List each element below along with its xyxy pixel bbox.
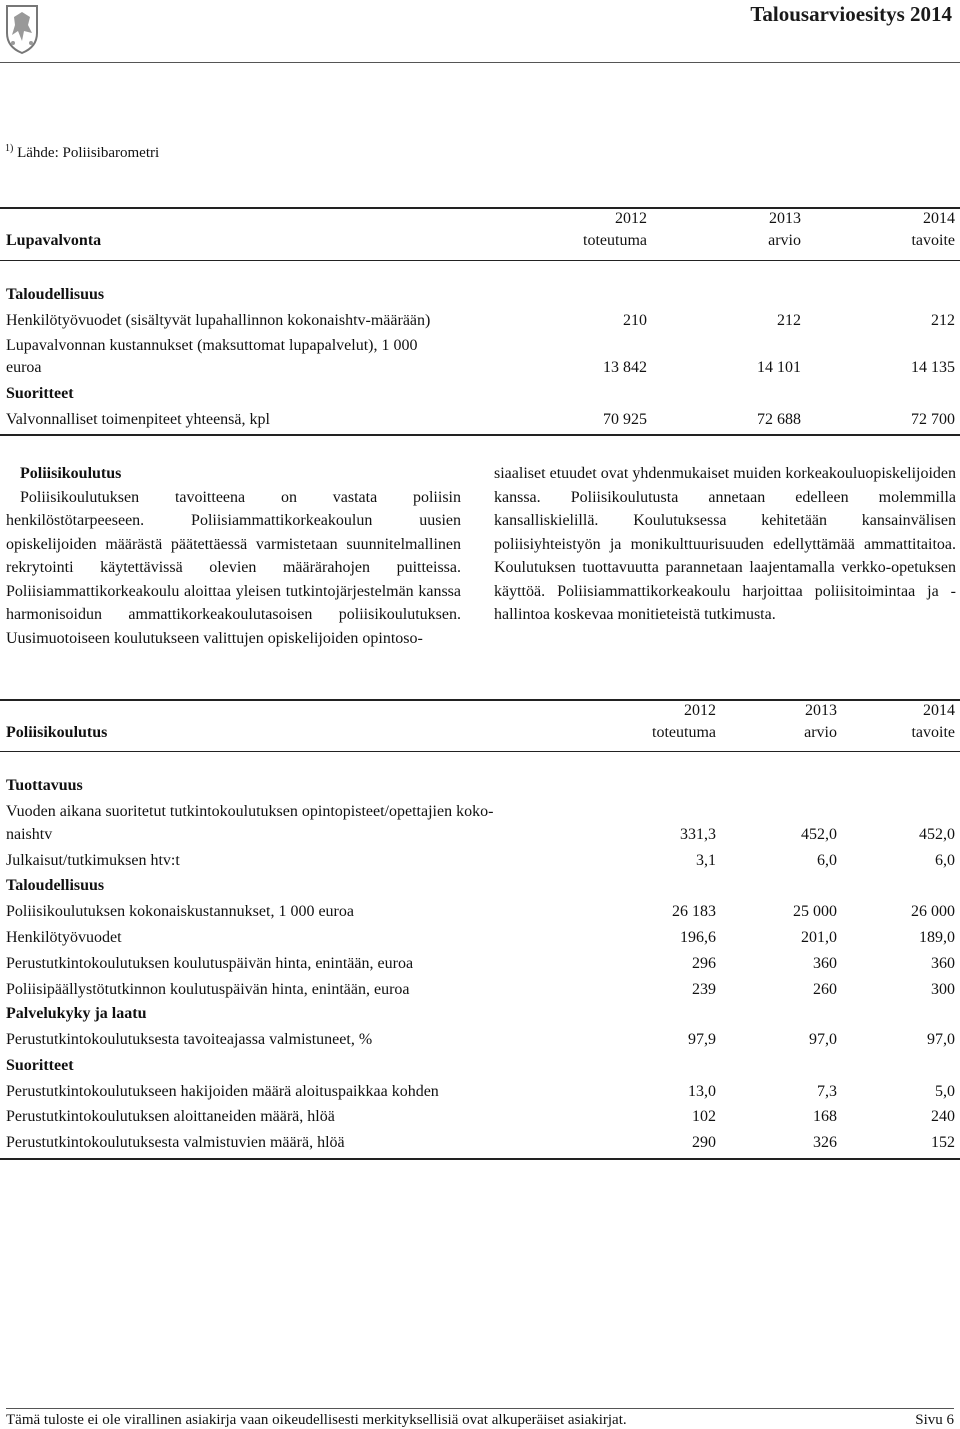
document-title: Talousarvioesitys 2014 (750, 2, 952, 26)
page-footer (6, 1408, 954, 1429)
footnote-marker: 1) (5, 143, 14, 154)
table-row: Perustutkintokoulutuksesta valmistuvien määrä, hlöä 290 326 152 (6, 1134, 955, 1151)
year-2014: 2014 (923, 210, 955, 227)
section-title: Poliisikoulutus (20, 465, 122, 482)
table-row: Poliisikoulutuksen kokonaiskustannukset, 1 000 euroa 26 183 25 000 26 000 (6, 903, 955, 920)
subhead-tavoite: tavoite (911, 724, 955, 741)
table-header-rule (0, 260, 960, 261)
disclaimer-text: Tämä tuloste ei ole virallinen asiakirja vaan oikeudellisesti merkityksellisiä ovat alkuperäiset asiakirjat. (6, 1412, 627, 1428)
table-row: Perustutkintokoulutuksen koulutuspäivän hinta, enintään, euroa 296 360 360 (6, 955, 955, 972)
table-row: Henkilötyövuodet (sisältyvät lupahallinnon kokonaishtv-määrään) 210 212 212 (6, 312, 955, 329)
table-row: Perustutkintokoulutuksesta tavoiteajassa valmistuneet, % 97,9 97,0 97,0 (6, 1031, 955, 1048)
subhead-toteutuma: toteutuma (652, 724, 716, 741)
section-heading: Taloudellisuus (6, 286, 105, 303)
table-row: Perustutkintokoulutuksen aloittaneiden määrä, hlöä 102 168 240 (6, 1108, 955, 1125)
section-heading: Suoritteet (6, 385, 74, 402)
text-column-right (494, 462, 956, 627)
section-heading: Tuottavuus (6, 777, 83, 794)
table-top-rule (0, 207, 960, 209)
footnote (5, 143, 159, 162)
table2-bottom-rule (0, 1158, 960, 1160)
year-2013: 2013 (805, 702, 837, 719)
subhead-tavoite: tavoite (911, 232, 955, 249)
footnote-text: Lähde: Poliisibarometri (17, 145, 160, 161)
year-2012: 2012 (615, 210, 647, 227)
table2-header-rule (0, 751, 960, 752)
year-2012: 2012 (684, 702, 716, 719)
table-row: euroa 13 842 14 101 14 135 (6, 359, 955, 376)
table2-header (0, 724, 960, 746)
page-number: Sivu 6 (915, 1412, 954, 1428)
table2-header-years (0, 702, 960, 724)
table-row-label-line: Lupavalvonnan kustannukset (maksuttomat lupapalvelut), 1 000 (6, 337, 418, 354)
subhead-toteutuma: toteutuma (583, 232, 647, 249)
table-bottom-rule (0, 434, 960, 436)
table-title: Lupavalvonta (6, 232, 102, 249)
subhead-arvio: arvio (768, 232, 801, 249)
table-row: Poliisipäällystötutkinnon koulutuspäivän hinta, enintään, euroa 239 260 300 (6, 981, 955, 998)
year-2014: 2014 (923, 702, 955, 719)
section-heading: Taloudellisuus (6, 877, 105, 894)
section-heading: Palvelukyky ja laatu (6, 1005, 147, 1022)
subhead-arvio: arvio (804, 724, 837, 741)
table-row: naishtv 331,3 452,0 452,0 (6, 826, 955, 843)
table-header (0, 232, 960, 254)
table-row: Valvonnalliset toimenpiteet yhteensä, kpl 70 925 72 688 72 700 (6, 411, 955, 428)
table-row: Julkaisut/tutkimuksen htv:t 3,1 6,0 6,0 (6, 852, 955, 869)
table-row: Henkilötyövuodet 196,6 201,0 189,0 (6, 929, 955, 946)
page-header (0, 0, 960, 63)
table-row: Perustutkintokoulutukseen hakijoiden määrä aloituspaikkaa kohden 13,0 7,3 5,0 (6, 1083, 955, 1100)
coat-of-arms-icon (4, 3, 40, 55)
section-heading: Suoritteet (6, 1057, 74, 1074)
text-column-left (6, 462, 461, 650)
table-header-years (0, 210, 960, 232)
table2-top-rule (0, 699, 960, 701)
year-2013: 2013 (769, 210, 801, 227)
table-row-label-line: Vuoden aikana suoritetut tutkintokoulutuksen opintopisteet/opettajien koko- (6, 803, 494, 820)
table-title: Poliisikoulutus (6, 724, 108, 741)
paragraph-right: siaaliset etuudet ovat yhdenmukaiset muiden korkeakouluopiskelijoiden kanssa. Poliisikoulutusta annetaan edelleen molemmilla kansalliskielillä. Koulutuksessa kehitetään kansainvälisen poliisiyhteistyön ja monikulttuurisuuden edellyttämää ammattitaitoa. Koulutuksen tuottavuutta parannetaan laajentamalla verkko-opetuksen käyttöä. Poliisiammattikorkeakoulu harjoittaa poliisitoimintaa ja -hallintoa koskevaa monitieteistä tutkimusta. (494, 465, 956, 623)
paragraph-left: Poliisikoulutuksen tavoitteena on vastata poliisin henkilöstötarpeeseen. Poliisiammattikorkeakoulun uusien opiskelijoiden määrästä päätettäessä varmistetaan suunnitelmallinen rekrytointi käytettävissä olevien määrärahojen puitteissa. Poliisiammattikorkeakoulu aloittaa yleisen tutkintojärjestelmän kanssa harmonisoidun ammattikorkeakoulutasoisen poliisikoulutuksen. Uusimuotoiseen koulutukseen valittujen opiskelijoiden opintoso- (6, 488, 461, 647)
